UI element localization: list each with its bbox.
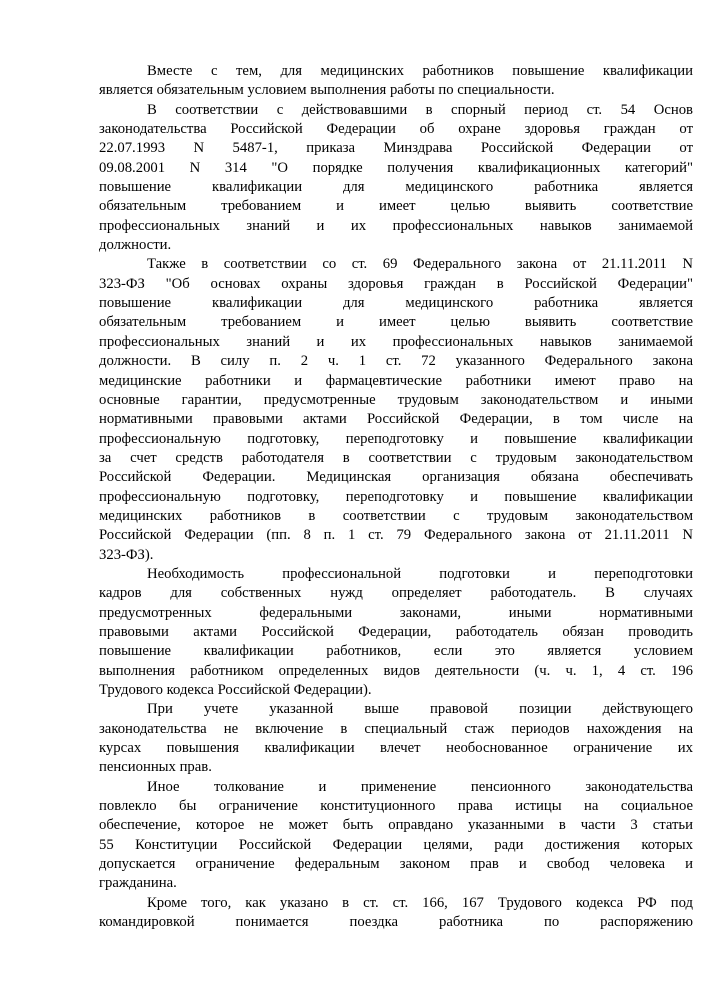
text-line: должности. В силу п. 2 ч. 1 ст. 72 указанного Федерального закона: [99, 353, 693, 370]
text-line: является обязательным условием выполнения работы по специальности.: [99, 82, 555, 99]
text-line: повышение квалификации для медицинского работника является: [99, 295, 693, 312]
text-line: Кроме того, как указано в ст. ст. 166, 167 Трудового кодекса РФ под: [147, 894, 693, 911]
text-line: 55 Конституции Российской Федерации целями, ради достижения которых: [99, 836, 693, 853]
text-line: повышение квалификации работников, если это является условием: [99, 643, 693, 660]
text-line: Вместе с тем, для медицинских работников повышение квалификации: [147, 63, 693, 79]
text-line: законодательства Российской Федерации об охране здоровья граждан от: [99, 121, 693, 138]
text-line: В соответствии с действовавшими в спорный период ст. 54 Основ: [147, 101, 693, 118]
text-line: профессиональных знаний и их профессиональных навыков занимаемой: [99, 217, 693, 234]
text-line: 323-ФЗ).: [99, 546, 154, 563]
paragraph: [99, 101, 693, 256]
text-line: курсах повышения квалификации влечет необоснованное ограничение их: [99, 740, 693, 757]
text-line: 22.07.1993 N 5487-1, приказа Минздрава Российской Федерации от: [99, 140, 693, 157]
text-line: профессиональных знаний и их профессиональных навыков занимаемой: [99, 333, 693, 350]
text-line: правовыми актами Российской Федерации, работодатель обязан проводить: [99, 623, 693, 640]
text-line: Российской Федерации. Медицинская организация обязана обеспечивать: [99, 469, 693, 486]
text-line: Трудового кодекса Российской Федерации).: [99, 682, 372, 698]
text-line: законодательства не включение в специальный стаж периодов нахождения на: [99, 720, 693, 737]
text-line: за счет средств работодателя в соответствии с трудовым законодательством: [99, 449, 693, 466]
text-line: кадров для собственных нужд определяет работодатель. В случаях: [99, 585, 693, 602]
text-line: гражданина.: [99, 875, 177, 892]
text-line: Также в соответствии со ст. 69 Федерального закона от 21.11.2011 N: [147, 256, 693, 273]
text-line: допускается ограничение федеральным законом прав и свобод человека и: [99, 856, 693, 873]
text-line: Иное толкование и применение пенсионного законодательства: [147, 778, 693, 795]
paragraph: [99, 565, 693, 700]
paragraph: [99, 778, 693, 894]
text-line: обязательным требованием и имеет целью выявить соответствие: [99, 198, 693, 215]
text-line: повлекло бы ограничение конституционного права истицы на социальное: [99, 798, 693, 815]
text-line: медицинские работники и фармацевтические работники имеют право на: [99, 372, 693, 389]
paragraph: [99, 62, 693, 101]
text-line: При учете указанной выше правовой позиции действующего: [147, 701, 693, 718]
text-line: профессиональную подготовку, переподготовку и повышение квалификации: [99, 488, 693, 505]
paragraph: [99, 255, 693, 565]
text-line: пенсионных прав.: [99, 759, 212, 776]
text-line: Необходимость профессиональной подготовки и переподготовки: [147, 565, 693, 582]
text-line: обеспечение, которое не может быть оправдано указанными в части 3 статьи: [99, 817, 693, 834]
text-line: медицинских работников в соответствии с трудовым законодательством: [99, 507, 693, 524]
text-line: профессиональную подготовку, переподготовку и повышение квалификации: [99, 430, 693, 447]
text-line: повышение квалификации для медицинского работника является: [99, 179, 693, 196]
text-line: выполнения работником определенных видов деятельности (ч. ч. 1, 4 ст. 196: [99, 662, 693, 679]
text-line: должности.: [99, 237, 172, 254]
paragraph: [99, 700, 693, 777]
text-line: Российской Федерации (пп. 8 п. 1 ст. 79 Федерального закона от 21.11.2011 N: [99, 527, 693, 544]
text-line: предусмотренных федеральными законами, иными нормативными: [99, 604, 693, 621]
text-line: 323-ФЗ "Об основах охраны здоровья граждан в Российской Федерации": [99, 275, 693, 292]
text-line: командировкой понимается поездка работника по распоряжению: [99, 914, 693, 931]
text-line: 09.08.2001 N 314 "О порядке получения квалификационных категорий": [99, 159, 693, 176]
text-line: нормативными правовыми актами Российской Федерации, в том числе на: [99, 411, 693, 428]
text-line: обязательным требованием и имеет целью выявить соответствие: [99, 314, 693, 331]
paragraph: [99, 894, 693, 933]
text-line: основные гарантии, предусмотренные трудовым законодательством и иными: [99, 391, 693, 408]
